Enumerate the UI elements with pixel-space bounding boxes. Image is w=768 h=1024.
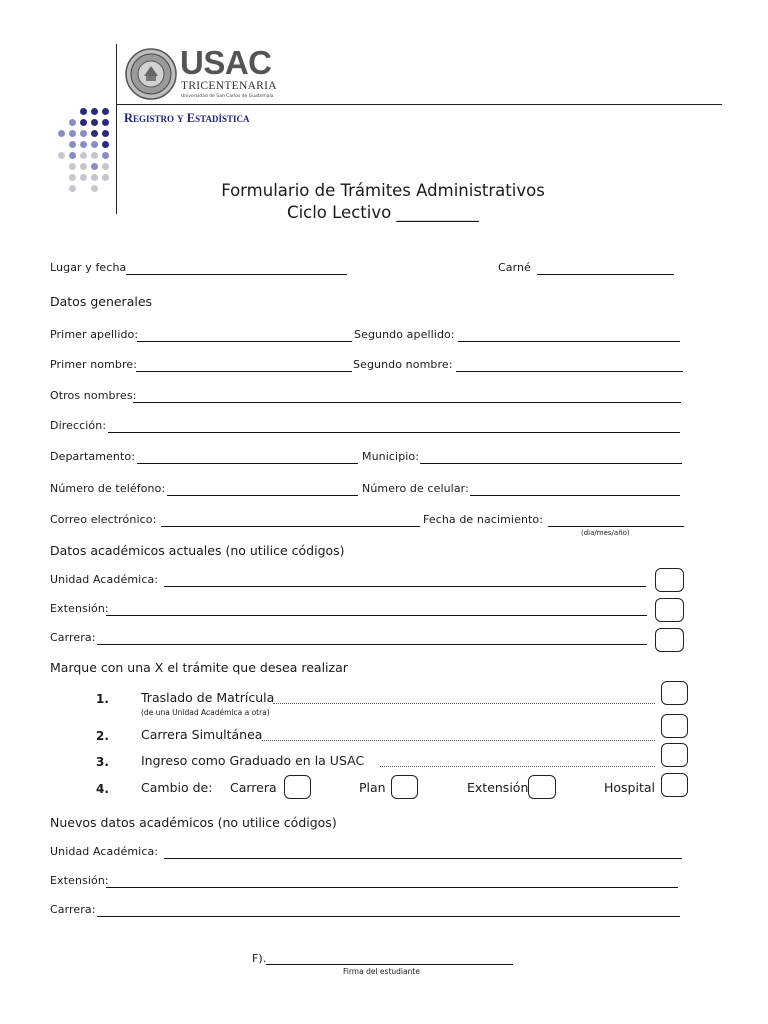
logo-subtitle: TRICENTENARIA [181, 80, 277, 92]
department-label: Departamento: [50, 450, 136, 463]
place-date-field[interactable] [126, 274, 347, 275]
change-option-hospital-checkbox[interactable] [661, 773, 688, 797]
procedure-label-3: Ingreso como Graduado en la USAC [141, 753, 365, 768]
procedure-number-3: 3. [96, 755, 109, 769]
email-label: Correo electrónico: [50, 513, 157, 526]
new-unit-label: Unidad Académica: [50, 845, 159, 858]
signature-caption: Firma del estudiante [343, 967, 420, 976]
first-surname-label: Primer apellido: [50, 328, 139, 341]
address-label: Dirección: [50, 419, 107, 432]
new-career-label: Carrera: [50, 903, 96, 916]
current-unit-label: Unidad Académica: [50, 573, 159, 586]
change-option-extension-checkbox[interactable] [528, 775, 556, 799]
usac-logo [124, 44, 294, 104]
new-extension-label: Extensión: [50, 874, 109, 887]
procedure-note-1: (de una Unidad Académica a otra) [141, 708, 270, 717]
carne-label: Carné [498, 261, 531, 274]
change-option-career-checkbox[interactable] [284, 775, 311, 799]
new-section-heading: Nuevos datos académicos (no utilice códigos) [50, 815, 337, 830]
other-names-label: Otros nombres: [50, 389, 137, 402]
header-horizontal-divider [116, 104, 722, 105]
procedure-checkbox-1[interactable] [661, 681, 688, 705]
place-date-label: Lugar y fecha [50, 261, 127, 274]
new-unit-field[interactable] [164, 858, 682, 859]
procedure-label-2: Carrera Simultánea [141, 727, 263, 742]
current-unit-field[interactable] [164, 586, 646, 587]
new-career-field[interactable] [97, 916, 680, 917]
decorative-dot-grid [0, 0, 120, 200]
second-name-field[interactable] [456, 371, 683, 372]
birth-date-field[interactable] [548, 526, 684, 527]
change-option-hospital-label: Hospital [604, 780, 656, 795]
signature-prefix: F). [252, 952, 267, 965]
procedure-label-1: Traslado de Matrícula [141, 690, 275, 705]
form-cycle-title: Ciclo Lectivo __________ [287, 203, 479, 222]
procedure-label-4: Cambio de: [141, 780, 213, 795]
current-unit-box[interactable] [655, 568, 684, 592]
change-option-plan-checkbox[interactable] [391, 775, 418, 799]
change-option-extension-label: Extensión [467, 780, 529, 795]
second-surname-label: Segundo apellido: [354, 328, 455, 341]
second-name-label: Segundo nombre: [353, 358, 453, 371]
email-field[interactable] [161, 526, 420, 527]
procedure-leader-1 [273, 703, 655, 704]
department-title: Registro y Estadística [124, 111, 250, 125]
procedure-checkbox-2[interactable] [661, 714, 688, 738]
cell-label: Número de celular: [362, 482, 469, 495]
procedure-number-4: 4. [96, 782, 109, 796]
current-career-box[interactable] [655, 628, 684, 652]
first-name-field[interactable] [136, 371, 352, 372]
current-career-label: Carrera: [50, 631, 96, 644]
second-surname-field[interactable] [458, 341, 680, 342]
form-title: Formulario de Trámites Administrativos [221, 181, 545, 200]
signature-line[interactable] [266, 964, 513, 965]
municipality-field[interactable] [420, 463, 682, 464]
phone-label: Número de teléfono: [50, 482, 166, 495]
change-option-plan-label: Plan [359, 780, 386, 795]
department-field[interactable] [137, 463, 358, 464]
general-section-heading: Datos generales [50, 294, 153, 309]
procedure-leader-3 [380, 766, 655, 767]
new-extension-field[interactable] [106, 887, 678, 888]
change-option-career-label: Carrera [230, 780, 277, 795]
address-field[interactable] [108, 432, 680, 433]
other-names-field[interactable] [133, 402, 681, 403]
procedure-number-2: 2. [96, 729, 109, 743]
municipality-label: Municipio: [362, 450, 420, 463]
logo-tagline: Universidad de San Carlos de Guatemala [181, 94, 274, 99]
logo-wordmark: USAC [180, 44, 272, 81]
carne-field[interactable] [537, 274, 674, 275]
procedures-section-heading: Marque con una X el trámite que desea realizar [50, 660, 348, 675]
first-name-label: Primer nombre: [50, 358, 138, 371]
birth-date-label: Fecha de nacimiento: [423, 513, 544, 526]
phone-field[interactable] [167, 495, 358, 496]
procedure-number-1: 1. [96, 692, 109, 706]
procedure-checkbox-3[interactable] [661, 743, 688, 767]
cell-field[interactable] [470, 495, 680, 496]
current-extension-box[interactable] [655, 598, 684, 622]
birth-date-hint: (dia/mes/año) [581, 529, 630, 537]
procedure-leader-2 [262, 740, 655, 741]
current-extension-label: Extensión: [50, 602, 109, 615]
first-surname-field[interactable] [137, 341, 352, 342]
university-seal-icon [124, 46, 178, 102]
current-career-field[interactable] [97, 644, 647, 645]
current-extension-field[interactable] [106, 615, 647, 616]
current-section-heading: Datos académicos actuales (no utilice códigos) [50, 543, 345, 558]
